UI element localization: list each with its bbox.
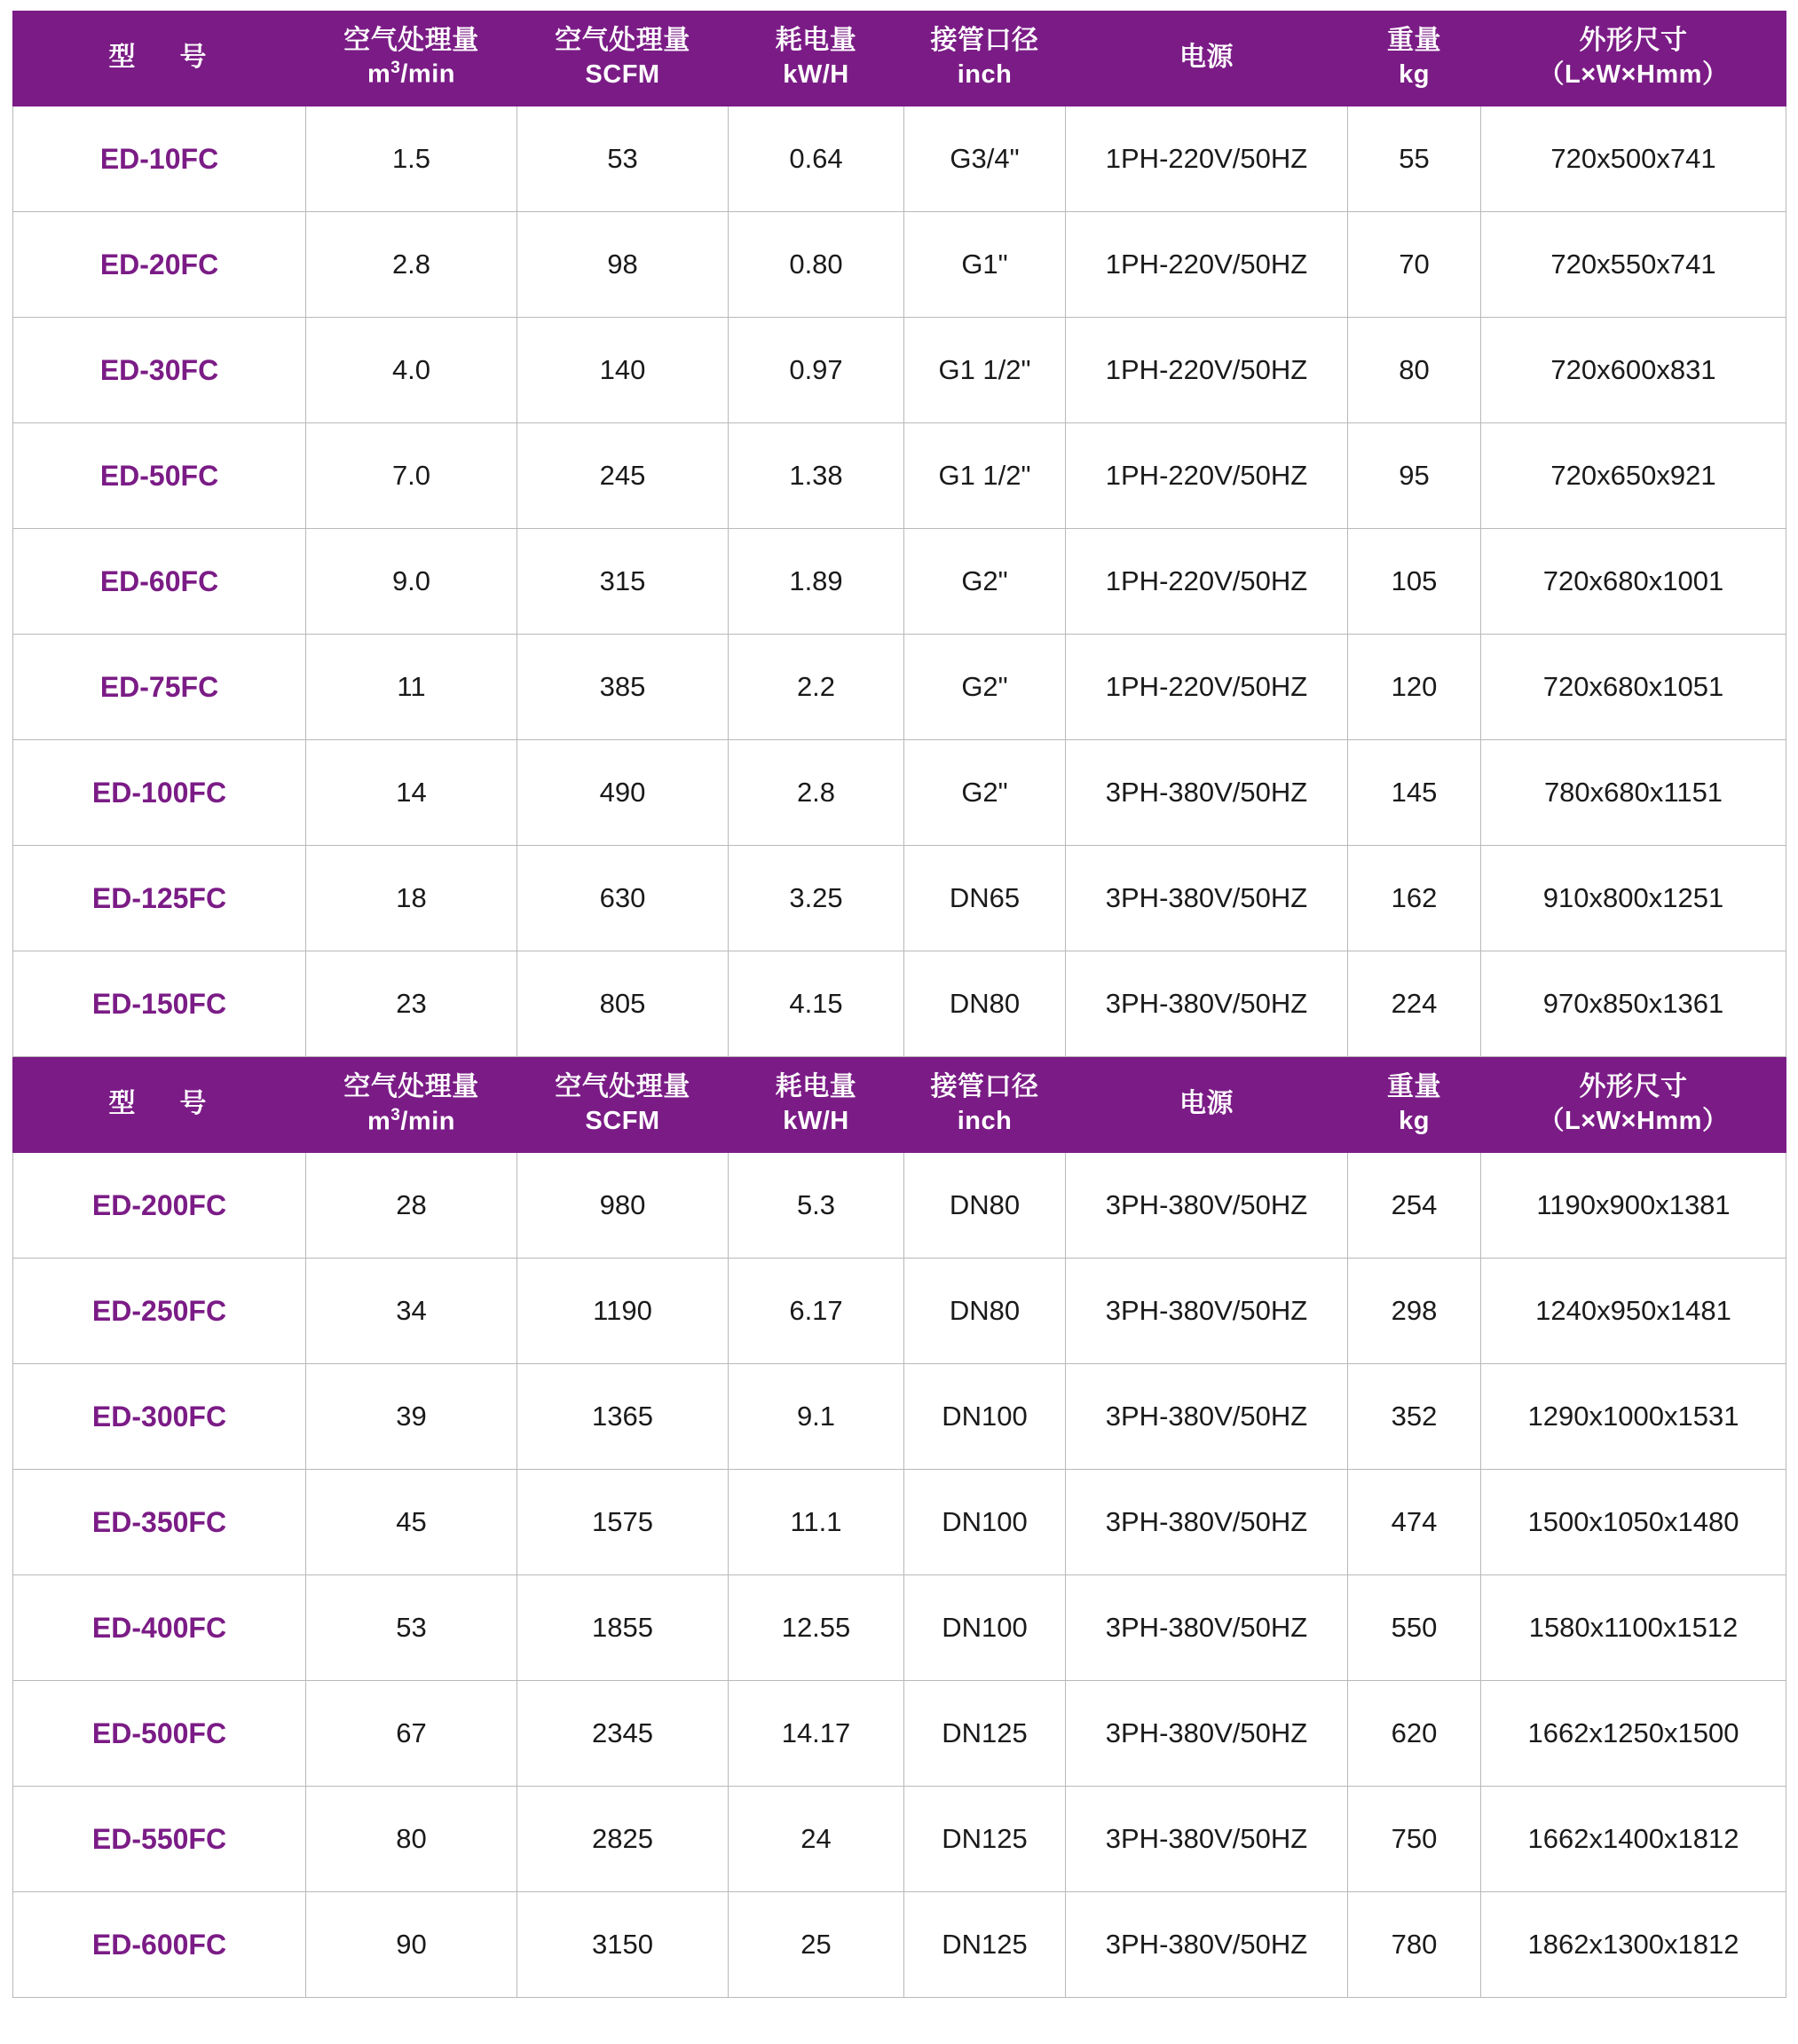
cell-airflow-m3: 23 xyxy=(306,951,517,1057)
cell-weight: 780 xyxy=(1348,1892,1481,1998)
cell-airflow-scfm: 805 xyxy=(517,951,729,1057)
column-header-power-consumption xyxy=(729,1058,904,1153)
table-row xyxy=(13,423,1786,529)
cell-airflow-m3: 34 xyxy=(306,1259,517,1364)
cell-power-supply: 1PH-220V/50HZ xyxy=(1066,212,1348,318)
table-row xyxy=(13,1364,1786,1470)
table-2-header xyxy=(13,1058,1786,1153)
cell-pipe-diameter: DN125 xyxy=(904,1681,1066,1787)
cell-model: ED-10FC xyxy=(13,107,306,212)
column-header-pipe-diameter xyxy=(904,1058,1066,1153)
column-header-airflow-scfm xyxy=(517,12,729,107)
table-row xyxy=(13,1892,1786,1998)
cell-model: ED-350FC xyxy=(13,1470,306,1575)
header-label-line1: 重量 xyxy=(1387,1072,1441,1102)
cell-power-supply: 3PH-380V/50HZ xyxy=(1066,1575,1348,1681)
cell-dimensions: 1662x1250x1500 xyxy=(1481,1681,1786,1787)
cell-power-consumption: 5.3 xyxy=(729,1153,904,1259)
header-label-line1: 空气处理量 xyxy=(555,26,690,56)
cell-model: ED-150FC xyxy=(13,951,306,1057)
cell-dimensions: 1862x1300x1812 xyxy=(1481,1892,1786,1998)
cell-airflow-scfm: 630 xyxy=(517,846,729,951)
cell-pipe-diameter: DN100 xyxy=(904,1575,1066,1681)
cell-weight: 474 xyxy=(1348,1470,1481,1575)
header-label-line1: 外形尺寸 xyxy=(1579,26,1688,56)
cell-model: ED-125FC xyxy=(13,846,306,951)
cell-dimensions: 720x550x741 xyxy=(1481,212,1786,318)
cell-weight: 254 xyxy=(1348,1153,1481,1259)
cell-airflow-scfm: 385 xyxy=(517,635,729,740)
cell-airflow-m3: 90 xyxy=(306,1892,517,1998)
cell-airflow-m3: 2.8 xyxy=(306,212,517,318)
cell-model: ED-50FC xyxy=(13,423,306,529)
cell-model: ED-550FC xyxy=(13,1787,306,1892)
cell-model: ED-30FC xyxy=(13,318,306,423)
cell-power-supply: 3PH-380V/50HZ xyxy=(1066,1259,1348,1364)
table-1-header xyxy=(13,12,1786,107)
cell-pipe-diameter: G2" xyxy=(904,529,1066,635)
header-label-line2: kg xyxy=(1399,59,1430,89)
table-row xyxy=(13,1153,1786,1259)
cell-pipe-diameter: G1" xyxy=(904,212,1066,318)
cell-airflow-m3: 80 xyxy=(306,1787,517,1892)
spec-table-2 xyxy=(12,1057,1786,1998)
cell-power-consumption: 1.38 xyxy=(729,423,904,529)
cell-power-supply: 3PH-380V/50HZ xyxy=(1066,1892,1348,1998)
cell-weight: 120 xyxy=(1348,635,1481,740)
cell-power-consumption: 4.15 xyxy=(729,951,904,1057)
cell-airflow-scfm: 2345 xyxy=(517,1681,729,1787)
cell-pipe-diameter: G3/4" xyxy=(904,107,1066,212)
cell-weight: 55 xyxy=(1348,107,1481,212)
cell-power-supply: 1PH-220V/50HZ xyxy=(1066,529,1348,635)
cell-model: ED-500FC xyxy=(13,1681,306,1787)
cell-power-supply: 1PH-220V/50HZ xyxy=(1066,107,1348,212)
cell-dimensions: 720x680x1001 xyxy=(1481,529,1786,635)
cell-pipe-diameter: G2" xyxy=(904,740,1066,846)
header-label-line2: inch xyxy=(957,1106,1013,1135)
column-header-airflow-m3 xyxy=(306,12,517,107)
cell-weight: 145 xyxy=(1348,740,1481,846)
cell-power-supply: 3PH-380V/50HZ xyxy=(1066,846,1348,951)
cell-power-consumption: 0.80 xyxy=(729,212,904,318)
cell-airflow-scfm: 140 xyxy=(517,318,729,423)
cell-pipe-diameter: DN100 xyxy=(904,1470,1066,1575)
header-label-line2: inch xyxy=(957,59,1013,89)
cell-power-supply: 3PH-380V/50HZ xyxy=(1066,1153,1348,1259)
header-label-line1: 空气处理量 xyxy=(555,1072,690,1102)
header-row xyxy=(13,1058,1786,1153)
header-label-line1: 重量 xyxy=(1387,26,1441,56)
cell-pipe-diameter: DN100 xyxy=(904,1364,1066,1470)
header-label-line1: 型 号 xyxy=(108,1089,216,1119)
header-label-line1: 接管口径 xyxy=(930,26,1039,56)
cell-dimensions: 780x680x1151 xyxy=(1481,740,1786,846)
header-label-line2: （L×W×Hmm） xyxy=(1538,1106,1729,1135)
header-label-line1: 耗电量 xyxy=(775,1072,857,1102)
column-header-airflow-m3 xyxy=(306,1058,517,1153)
cell-power-consumption: 24 xyxy=(729,1787,904,1892)
cell-weight: 550 xyxy=(1348,1575,1481,1681)
cell-airflow-m3: 67 xyxy=(306,1681,517,1787)
cell-airflow-m3: 1.5 xyxy=(306,107,517,212)
column-header-model xyxy=(13,12,306,107)
cell-airflow-scfm: 1365 xyxy=(517,1364,729,1470)
cell-weight: 620 xyxy=(1348,1681,1481,1787)
cell-dimensions: 970x850x1361 xyxy=(1481,951,1786,1057)
cell-airflow-m3: 18 xyxy=(306,846,517,951)
cell-power-supply: 3PH-380V/50HZ xyxy=(1066,1364,1348,1470)
cell-airflow-m3: 39 xyxy=(306,1364,517,1470)
cell-pipe-diameter: DN80 xyxy=(904,951,1066,1057)
header-label-line2: kW/H xyxy=(783,59,849,89)
cell-weight: 80 xyxy=(1348,318,1481,423)
cell-dimensions: 910x800x1251 xyxy=(1481,846,1786,951)
table-row xyxy=(13,1787,1786,1892)
cell-model: ED-75FC xyxy=(13,635,306,740)
cell-weight: 750 xyxy=(1348,1787,1481,1892)
cell-model: ED-200FC xyxy=(13,1153,306,1259)
header-label-line2: kg xyxy=(1399,1106,1430,1135)
cell-power-consumption: 11.1 xyxy=(729,1470,904,1575)
cell-model: ED-400FC xyxy=(13,1575,306,1681)
table-row xyxy=(13,740,1786,846)
cell-model: ED-250FC xyxy=(13,1259,306,1364)
cell-power-consumption: 2.8 xyxy=(729,740,904,846)
cell-weight: 224 xyxy=(1348,951,1481,1057)
header-label-line2: SCFM xyxy=(585,59,660,89)
cell-power-consumption: 3.25 xyxy=(729,846,904,951)
cell-power-supply: 3PH-380V/50HZ xyxy=(1066,951,1348,1057)
table-row xyxy=(13,1575,1786,1681)
cell-power-supply: 1PH-220V/50HZ xyxy=(1066,635,1348,740)
table-row xyxy=(13,1470,1786,1575)
cell-weight: 352 xyxy=(1348,1364,1481,1470)
cell-airflow-scfm: 1190 xyxy=(517,1259,729,1364)
cell-power-supply: 3PH-380V/50HZ xyxy=(1066,1681,1348,1787)
cell-power-supply: 1PH-220V/50HZ xyxy=(1066,423,1348,529)
cell-pipe-diameter: DN65 xyxy=(904,846,1066,951)
cell-weight: 70 xyxy=(1348,212,1481,318)
cell-dimensions: 1290x1000x1531 xyxy=(1481,1364,1786,1470)
cell-power-consumption: 0.64 xyxy=(729,107,904,212)
cell-dimensions: 1500x1050x1480 xyxy=(1481,1470,1786,1575)
column-header-pipe-diameter xyxy=(904,12,1066,107)
cell-weight: 162 xyxy=(1348,846,1481,951)
cell-dimensions: 720x500x741 xyxy=(1481,107,1786,212)
cell-power-supply: 3PH-380V/50HZ xyxy=(1066,1470,1348,1575)
cell-power-consumption: 25 xyxy=(729,1892,904,1998)
cell-airflow-scfm: 2825 xyxy=(517,1787,729,1892)
cell-pipe-diameter: DN125 xyxy=(904,1892,1066,1998)
cell-pipe-diameter: G1 1/2" xyxy=(904,318,1066,423)
table-row xyxy=(13,529,1786,635)
cell-airflow-m3: 11 xyxy=(306,635,517,740)
column-header-power-supply xyxy=(1066,12,1348,107)
cell-airflow-m3: 4.0 xyxy=(306,318,517,423)
cell-airflow-scfm: 490 xyxy=(517,740,729,846)
cell-airflow-scfm: 1855 xyxy=(517,1575,729,1681)
cell-pipe-diameter: DN80 xyxy=(904,1153,1066,1259)
cell-airflow-m3: 53 xyxy=(306,1575,517,1681)
cell-airflow-m3: 9.0 xyxy=(306,529,517,635)
header-row xyxy=(13,12,1786,107)
table-row xyxy=(13,635,1786,740)
header-label-line1: 电源 xyxy=(1179,42,1234,72)
cell-dimensions: 720x600x831 xyxy=(1481,318,1786,423)
table-row xyxy=(13,318,1786,423)
cell-dimensions: 720x680x1051 xyxy=(1481,635,1786,740)
cell-airflow-m3: 45 xyxy=(306,1470,517,1575)
header-label-line2: $m^3/\min$ xyxy=(367,59,455,90)
cell-power-supply: 1PH-220V/50HZ xyxy=(1066,318,1348,423)
table-row xyxy=(13,951,1786,1057)
cell-pipe-diameter: G1 1/2" xyxy=(904,423,1066,529)
cell-airflow-scfm: 53 xyxy=(517,107,729,212)
column-header-weight xyxy=(1348,1058,1481,1153)
cell-weight: 95 xyxy=(1348,423,1481,529)
header-label-line1: 外形尺寸 xyxy=(1579,1072,1688,1102)
cell-model: ED-20FC xyxy=(13,212,306,318)
cell-model: ED-300FC xyxy=(13,1364,306,1470)
header-label-line2: （L×W×Hmm） xyxy=(1538,59,1729,89)
table-1-body xyxy=(13,107,1786,1057)
cell-airflow-m3: 14 xyxy=(306,740,517,846)
cell-dimensions: 1662x1400x1812 xyxy=(1481,1787,1786,1892)
spec-table-1 xyxy=(12,11,1786,1057)
header-label-line1: 空气处理量 xyxy=(343,1072,479,1102)
table-row xyxy=(13,1681,1786,1787)
cell-power-consumption: 12.55 xyxy=(729,1575,904,1681)
cell-dimensions: 1190x900x1381 xyxy=(1481,1153,1786,1259)
column-header-dimensions xyxy=(1481,1058,1786,1153)
table-row xyxy=(13,212,1786,318)
cell-dimensions: 1240x950x1481 xyxy=(1481,1259,1786,1364)
header-label-line2: SCFM xyxy=(585,1106,660,1135)
column-header-dimensions xyxy=(1481,12,1786,107)
cell-pipe-diameter: DN125 xyxy=(904,1787,1066,1892)
column-header-airflow-scfm xyxy=(517,1058,729,1153)
cell-weight: 298 xyxy=(1348,1259,1481,1364)
header-label-line1: 电源 xyxy=(1179,1089,1234,1119)
header-label-line2: $m^3/\min$ xyxy=(367,1105,455,1136)
cell-pipe-diameter: G2" xyxy=(904,635,1066,740)
header-label-line1: 空气处理量 xyxy=(343,26,479,55)
table-row xyxy=(13,1259,1786,1364)
column-header-weight xyxy=(1348,12,1481,107)
cell-model: ED-100FC xyxy=(13,740,306,846)
cell-model: ED-60FC xyxy=(13,529,306,635)
cell-power-consumption: 14.17 xyxy=(729,1681,904,1787)
cell-airflow-scfm: 980 xyxy=(517,1153,729,1259)
cell-power-supply: 3PH-380V/50HZ xyxy=(1066,740,1348,846)
cell-airflow-scfm: 98 xyxy=(517,212,729,318)
header-label-line1: 耗电量 xyxy=(775,26,857,56)
cell-power-consumption: 0.97 xyxy=(729,318,904,423)
column-header-power-supply xyxy=(1066,1058,1348,1153)
cell-power-consumption: 1.89 xyxy=(729,529,904,635)
table-row xyxy=(13,846,1786,951)
cell-dimensions: 1580x1100x1512 xyxy=(1481,1575,1786,1681)
table-2-body xyxy=(13,1153,1786,1998)
cell-airflow-m3: 7.0 xyxy=(306,423,517,529)
header-label-line1: 型 号 xyxy=(108,42,216,72)
cell-dimensions: 720x650x921 xyxy=(1481,423,1786,529)
cell-power-consumption: 9.1 xyxy=(729,1364,904,1470)
cell-power-supply: 3PH-380V/50HZ xyxy=(1066,1787,1348,1892)
header-label-line1: 接管口径 xyxy=(930,1072,1039,1102)
cell-airflow-scfm: 315 xyxy=(517,529,729,635)
column-header-power-consumption xyxy=(729,12,904,107)
header-label-line2: kW/H xyxy=(783,1106,849,1135)
table-row xyxy=(13,107,1786,212)
cell-power-consumption: 6.17 xyxy=(729,1259,904,1364)
cell-power-consumption: 2.2 xyxy=(729,635,904,740)
cell-airflow-scfm: 1575 xyxy=(517,1470,729,1575)
column-header-model xyxy=(13,1058,306,1153)
cell-pipe-diameter: DN80 xyxy=(904,1259,1066,1364)
cell-airflow-m3: 28 xyxy=(306,1153,517,1259)
cell-airflow-scfm: 245 xyxy=(517,423,729,529)
cell-airflow-scfm: 3150 xyxy=(517,1892,729,1998)
cell-weight: 105 xyxy=(1348,529,1481,635)
cell-model: ED-600FC xyxy=(13,1892,306,1998)
